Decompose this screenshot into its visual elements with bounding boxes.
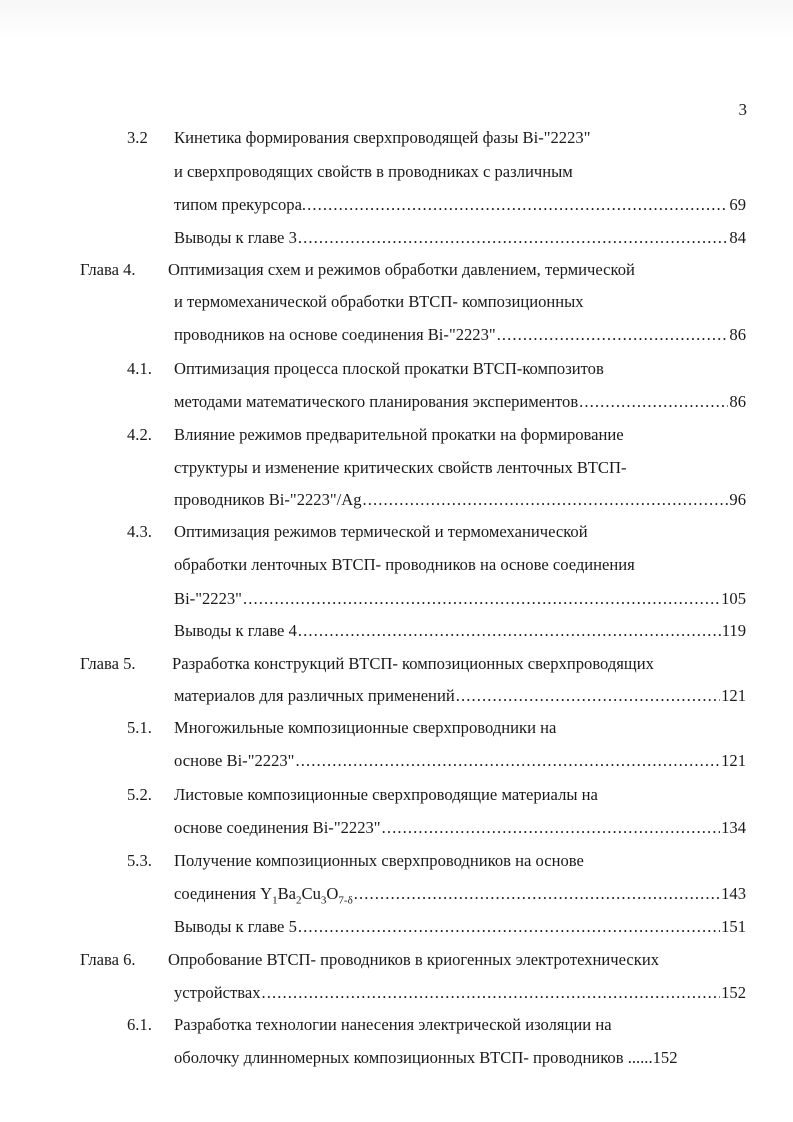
toc-page-number: 121: [721, 751, 746, 770]
leader-dots: [307, 193, 728, 217]
toc-entry-line: [174, 619, 746, 643]
formula-part: соединения Y: [174, 884, 273, 903]
toc-entry-line: [174, 587, 746, 611]
toc-entry-text: типом прекурсора.: [174, 195, 307, 214]
toc-page-number: 69: [729, 195, 746, 214]
toc-chapter-number: Глава 4.: [80, 260, 136, 279]
toc-number: 4.2.: [127, 425, 152, 444]
leader-dots: [579, 390, 728, 414]
toc-entry-text: Bi-"2223": [174, 589, 242, 608]
leader-dots: [382, 816, 721, 840]
toc-entry-line: [174, 684, 746, 708]
toc-chapter-number: Глава 5.: [80, 654, 136, 673]
toc-entry-text: Опробование ВТСП- проводников в криогенных электротехнических: [168, 950, 660, 969]
toc-entry-line: [174, 323, 746, 347]
toc-entry-line: [174, 915, 746, 939]
toc-page-number: 96: [729, 490, 746, 509]
toc-entry-text: [174, 882, 353, 906]
formula-part: Cu: [301, 884, 321, 903]
formula-subscript: 3: [320, 894, 327, 906]
toc-entry-line: [174, 981, 746, 1005]
leader-dots: [243, 587, 720, 611]
toc-entry-text: Оптимизация схем и режимов обработки давлением, термической: [168, 260, 635, 279]
toc-entry-text: Оптимизация процесса плоской прокатки ВТСП-композитов: [174, 359, 604, 378]
toc-entry-text: проводников на основе соединения Bi-"2223": [174, 325, 496, 344]
leader-dots: [295, 749, 720, 773]
toc-entry-text: Многожильные композиционные сверхпроводники на: [174, 718, 557, 737]
toc-number: 5.3.: [127, 851, 152, 870]
leader-dots: [363, 488, 729, 512]
toc-entry-text: Разработка технологии нанесения электрической изоляции на: [174, 1015, 612, 1034]
toc-entry-text: Получение композиционных сверхпроводников на основе: [174, 851, 584, 870]
toc-page-number: 84: [729, 228, 746, 247]
leader-dots: [298, 915, 720, 939]
toc-entry-text: проводников Bi-"2223"/Ag: [174, 490, 362, 509]
toc-page-number: 86: [729, 325, 746, 344]
toc-entry-text: материалов для различных применений: [174, 686, 455, 705]
toc-entry-text: Разработка конструкций ВТСП- композиционных сверхпроводящих: [172, 654, 654, 673]
toc-entry-text: Кинетика формирования сверхпроводящей фазы Bi-"2223": [174, 128, 591, 147]
toc-page-number: 119: [721, 621, 746, 640]
page-number: 3: [738, 100, 747, 119]
toc-entry-line: [174, 390, 746, 414]
toc-number: 4.3.: [127, 522, 152, 541]
toc-entry-line: [174, 1046, 746, 1070]
toc-entry-text: обработки ленточных ВТСП- проводников на основе соединения: [174, 555, 635, 574]
toc-page-number: 151: [721, 917, 746, 936]
formula-part: Ba: [277, 884, 297, 903]
toc-number: 5.2.: [127, 785, 152, 804]
toc-entry-text: Выводы к главе 3: [174, 228, 297, 247]
toc-entry-text: Оптимизация режимов термической и термомеханической: [174, 522, 588, 541]
toc-page-number: 143: [721, 884, 746, 903]
toc-entry-text: и термомеханической обработки ВТСП- композиционных: [174, 292, 584, 311]
toc-entry-text: оболочку длинномерных композиционных ВТСП- проводников ......: [174, 1048, 653, 1067]
leader-dots: [497, 323, 729, 347]
toc-entry-text: Выводы к главе 5: [174, 917, 297, 936]
toc-number: 5.1.: [127, 718, 152, 737]
toc-entry-text: Влияние режимов предварительной прокатки на формирование: [174, 425, 624, 444]
toc-number: 3.2: [127, 128, 148, 147]
toc-page-number: 152: [721, 983, 746, 1002]
toc-entry-text: устройствах: [174, 983, 261, 1002]
toc-entry-text: и сверхпроводящих свойств в проводниках с различным: [174, 162, 573, 181]
toc-page-number: 134: [721, 818, 746, 837]
leader-dots: [354, 882, 720, 906]
toc-entry-line: [174, 226, 746, 250]
toc-entry-text: Листовые композиционные сверхпроводящие материалы на: [174, 785, 598, 804]
toc-page-number: 86: [729, 392, 746, 411]
toc-chapter-number: Глава 6.: [80, 950, 136, 969]
leader-dots: [298, 226, 729, 250]
toc-entry-text: основе Bi-"2223": [174, 751, 295, 770]
toc-entry-line: [174, 488, 746, 512]
toc-entry-text: Выводы к главе 4: [174, 621, 297, 640]
toc-page-number: 121: [721, 686, 746, 705]
toc-number: 6.1.: [127, 1015, 152, 1034]
toc-entry-line: [174, 816, 746, 840]
formula-subscript: 1: [272, 894, 278, 906]
leader-dots: [298, 619, 721, 643]
toc-entry-text: структуры и изменение критических свойств ленточных ВТСП-: [174, 458, 627, 477]
toc-entry-line: [174, 193, 746, 217]
toc-number: 4.1.: [127, 359, 152, 378]
toc-entry-text: основе соединения Bi-"2223": [174, 818, 381, 837]
leader-dots: [456, 684, 720, 708]
toc-entry-text: методами математического планирования экспериментов: [174, 392, 579, 411]
formula-subscript: 2: [296, 894, 302, 906]
toc-page-number: 152: [652, 1048, 678, 1067]
leader-dots: [262, 981, 721, 1005]
toc-page-number: 105: [721, 589, 746, 608]
toc-entry-line: [174, 882, 746, 906]
formula-subscript: 7-δ: [338, 894, 353, 906]
toc-entry-line: [174, 749, 746, 773]
formula-part: O: [326, 884, 339, 903]
